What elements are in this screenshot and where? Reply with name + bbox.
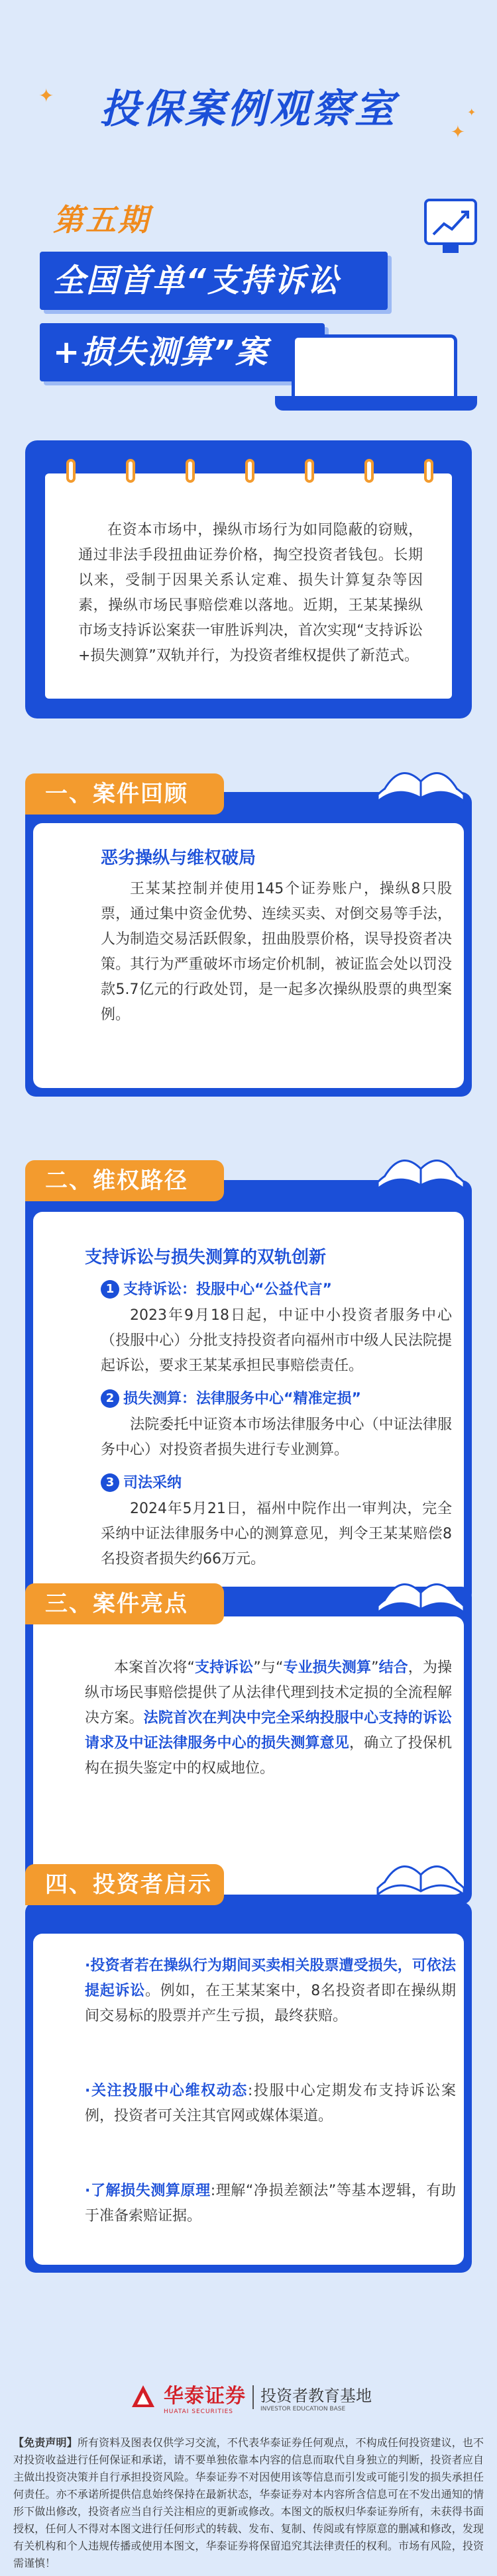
item-title-text: 司法采纳	[123, 1475, 182, 1491]
highlight-run: 法院首次在判决中完全采纳投服中心支持的诉讼请求及中证法律服务中心的损失测算意见	[85, 1710, 452, 1752]
logo-divider	[252, 2385, 254, 2409]
highlight-run: 专业损失测算	[283, 1660, 372, 1676]
chart-monitor-icon	[424, 199, 477, 245]
item-title-text: 损失测算：法律服务中心“精准定损”	[123, 1391, 361, 1407]
sparkle-icon: ✦	[451, 123, 465, 142]
binder-ring	[245, 459, 254, 483]
bullet-rest: :理解“净损差额法”等基本逻辑，有助于准备索赔证据。	[85, 2183, 456, 2224]
binder-ring	[364, 459, 374, 483]
text-run: ，确立了投保机构在损失鉴定中的权威地位。	[85, 1735, 452, 1777]
highlight-run: 支持诉讼	[194, 1660, 254, 1676]
brand-logo	[129, 2381, 374, 2414]
monitor-stand	[443, 244, 459, 253]
text-run: ”	[371, 1660, 379, 1676]
text-run: ”与“	[253, 1660, 284, 1676]
logo-name: 华泰证券	[164, 2385, 246, 2408]
item-number-badge: 1	[101, 1280, 119, 1299]
intro-paragraph: 在资本市场中，操纵市场行为如同隐蔽的窃贼，通过非法手段扭曲证券价格，掏空投资者钱包。长期以来，受制于因果关系认定难、损失计算复杂等因素，操纵市场民事赔偿难以落地。近期，王某某操纵市场支持诉讼案获一审胜诉判决，首次实现“支持诉讼+损失测算”双轨并行，为投资者维权提供了新范式。	[78, 522, 423, 664]
item-3-title	[101, 1471, 182, 1492]
huatai-logo-icon	[129, 2383, 157, 2411]
section-3-paragraph	[85, 1656, 452, 1781]
binder-ring	[126, 459, 135, 483]
sparkle-icon: ✦	[38, 85, 54, 107]
binder-ring	[424, 459, 433, 483]
section-1-tab: 一、案件回顾	[25, 773, 224, 815]
laptop-icon	[292, 334, 457, 397]
disclaimer-head: 【免责声明】	[13, 2436, 78, 2449]
subtitle-line-1: 全国首单“支持诉讼	[40, 252, 388, 310]
subtitle-line-2: +损失测算”案	[40, 323, 325, 381]
insight-bullet	[85, 1954, 456, 2029]
section-1-paragraph: 王某某控制并使用145个证券账户，操纵8只股票，通过集中资金优势、连续买卖、对倒交易等手法，人为制造交易活跃假象，扭曲股票价格，误导投资者决策。其行为严重破坏市场定价机制，被证监会处以罚没款5.7亿元的行政处罚，是一起多次操纵股票的典型案例。	[101, 881, 452, 1023]
section-2-heading: 支持诉讼与损失测算的双轨创新	[85, 1248, 327, 1267]
logo-tag-block	[260, 2383, 372, 2412]
item-number-badge: 3	[101, 1473, 119, 1492]
item-number-badge: 2	[101, 1389, 119, 1408]
section-3-tab: 三、案件亮点	[25, 1583, 224, 1624]
open-book-icon	[371, 1842, 470, 1901]
section-2-tab: 二、维权路径	[25, 1160, 224, 1201]
bullet-lead: ·关注投服中心维权动态	[85, 2083, 248, 2099]
bullet-rest: 。例如，在王某某案中，8名投资者即在操纵期间交易标的股票并产生亏损，最终获赔。	[85, 1983, 456, 2024]
disclaimer-body: 所有资料及图表仅供学习交流，不代表华泰证券任何观点，不构成任何投资建议，也不对投资收益进行任何保证和承诺，请不要单独依靠本内容的信息而取代自身独立的判断，投资者应自主做出投资决策并自行承担投资风险。华泰证券不对因使用该等信息而引发或可能引发的损失承担任何责任。亦不承诺所提供信息始终保持在最新状态，华泰证券对本内容所含信息可在不发出通知的情形下做出修改，投资者应当自行关注相应的更新或修改。本图文的版权归华泰证券所有，未获得书面授权，任何人不得对本图文进行任何形式的转载、发布、复制、传阅或有悖原意的删减和修改，发现有关机构和个人违规传播或使用本图文，华泰证券将保留追究其法律责任的权利。市场有风险，投资需谨慎！	[13, 2436, 484, 2569]
item-1-paragraph: 2023年9月18日起，中证中小投资者服务中心（投服中心）分批支持投资者向福州市中级人民法院提起诉讼，要求王某某承担民事赔偿责任。	[101, 1307, 452, 1374]
open-book-icon	[371, 748, 470, 808]
binder-ring	[66, 459, 76, 483]
section-1-heading: 恶劣操纵与维权破局	[101, 848, 256, 868]
item-2-title	[101, 1387, 361, 1408]
page-title: 投保案例观察室	[100, 86, 397, 132]
logo-name-block	[164, 2379, 246, 2415]
section-4-tab: 四、投资者启示	[25, 1864, 224, 1905]
binder-ring	[305, 459, 314, 483]
binder-ring	[186, 459, 195, 483]
logo-tagline-en: INVESTOR EDUCATION BASE	[260, 2405, 346, 2412]
text-run: 本案首次将“	[114, 1660, 195, 1676]
item-2-paragraph: 法院委托中证资本市场法律服务中心（中证法律服务中心）对投资者损失进行专业测算。	[101, 1416, 452, 1458]
insight-bullet	[85, 2179, 456, 2229]
sparkle-icon: ✦	[467, 106, 476, 119]
laptop-base	[275, 396, 477, 411]
bullet-lead: ·投资者若在操纵行为期间买卖相关股票遭受损失，可依法提起诉讼	[85, 1957, 456, 1999]
highlight-run: 结合	[378, 1660, 408, 1676]
bullet-lead: ·了解损失测算原理	[85, 2183, 211, 2199]
insight-bullet	[85, 2079, 456, 2129]
issue-number: 第五期	[53, 202, 150, 238]
item-1-title	[101, 1278, 332, 1299]
logo-tagline: 投资者教育基地	[260, 2386, 372, 2405]
item-title-text: 支持诉讼：投服中心“公益代言”	[123, 1281, 332, 1298]
logo-name-en: HUATAI SECURITIES	[164, 2408, 234, 2415]
item-3-paragraph: 2024年5月21日，福州中院作出一审判决，完全采纳中证法律服务中心的测算意见，判令王某某赔偿8名投资者损失约66万元。	[101, 1501, 452, 1567]
open-book-icon	[371, 1136, 470, 1195]
disclaimer	[13, 2434, 484, 2572]
open-book-icon	[371, 1560, 470, 1619]
bullet-rest: :投服中心定期发布支持诉讼案例，投资者可关注其官网或媒体渠道。	[85, 2083, 456, 2124]
text-run: ，为操纵市场民事赔偿提供了从法律代理到技术定损的全流程解决方案。	[85, 1660, 452, 1726]
